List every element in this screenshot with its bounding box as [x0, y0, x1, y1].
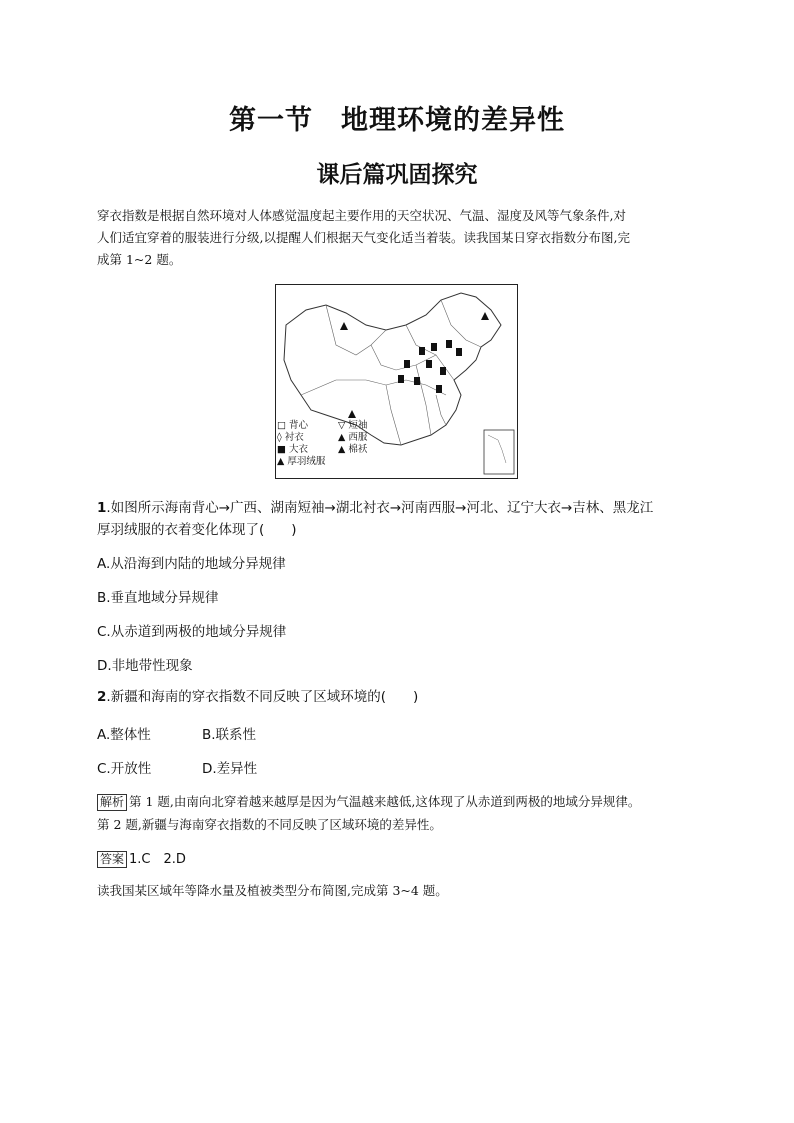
legend-short-sleeve: ▽ 短袖	[338, 420, 368, 431]
passage-line: 穿衣指数是根据自然环境对人体感觉温度起主要作用的天空状况、气温、湿度及风等气象条件,对	[97, 208, 626, 223]
answer-text: 1.C 2.D	[129, 852, 186, 867]
question-text: .如图所示海南背心→广西、湖南短袖→湖北衬衣→河南西服→河北、辽宁大衣→吉林、黑龙江	[106, 500, 654, 516]
legend-vest: □ 背心	[277, 420, 309, 431]
question-number: 1	[97, 500, 107, 516]
option-a[interactable]: A.从沿海到内陆的地域分异规律	[97, 556, 286, 572]
passage-line: 成第 1~2 题。	[97, 252, 182, 267]
option-d[interactable]: D.差异性	[202, 761, 258, 777]
question-1	[97, 497, 697, 541]
analysis-block	[97, 790, 707, 836]
page-title: 第一节 地理环境的差异性	[229, 105, 565, 136]
answer-tag: 答案	[97, 851, 127, 868]
question-text: 厚羽绒服的衣着变化体现了( )	[97, 522, 297, 538]
option-c[interactable]: C.从赤道到两极的地域分异规律	[97, 624, 287, 640]
answer-block	[97, 848, 186, 868]
legend-suit: ▲ 西服	[338, 432, 368, 443]
option-c[interactable]: C.开放性	[97, 761, 152, 777]
analysis-text: 第 2 题,新疆与海南穿衣指数的不同反映了区域环境的差异性。	[97, 817, 442, 832]
section-title: 课后篇巩固探究	[316, 161, 478, 188]
question-2	[97, 686, 697, 708]
option-d[interactable]: D.非地带性现象	[97, 658, 193, 674]
analysis-text: 第 1 题,由南向北穿着越来越厚是因为气温越来越低,这体现了从赤道到两极的地域分异规律。	[129, 794, 641, 809]
question-text: .新疆和海南的穿衣指数不同反映了区域环境的( )	[106, 689, 419, 705]
legend-overcoat: ■ 大衣	[277, 444, 309, 455]
analysis-tag: 解析	[97, 794, 127, 811]
legend-cotton-jacket: ▲ 棉袄	[338, 444, 368, 455]
option-a[interactable]: A.整体性	[97, 727, 151, 743]
question-number: 2	[97, 689, 107, 705]
option-b[interactable]: B.联系性	[202, 727, 257, 743]
legend-down-jacket: ▲ 厚羽绒服	[277, 456, 326, 467]
map-legend	[277, 420, 397, 468]
legend-shirt: ◊ 衬衣	[277, 432, 304, 443]
passage-intro	[97, 205, 697, 271]
passage-2: 读我国某区域年等降水量及植被类型分布简图,完成第 3~4 题。	[97, 883, 448, 898]
option-b[interactable]: B.垂直地域分异规律	[97, 590, 219, 606]
passage-line: 人们适宜穿着的服装进行分级,以提醒人们根据天气变化适当着装。读我国某日穿衣指数分布图,完	[97, 230, 630, 245]
